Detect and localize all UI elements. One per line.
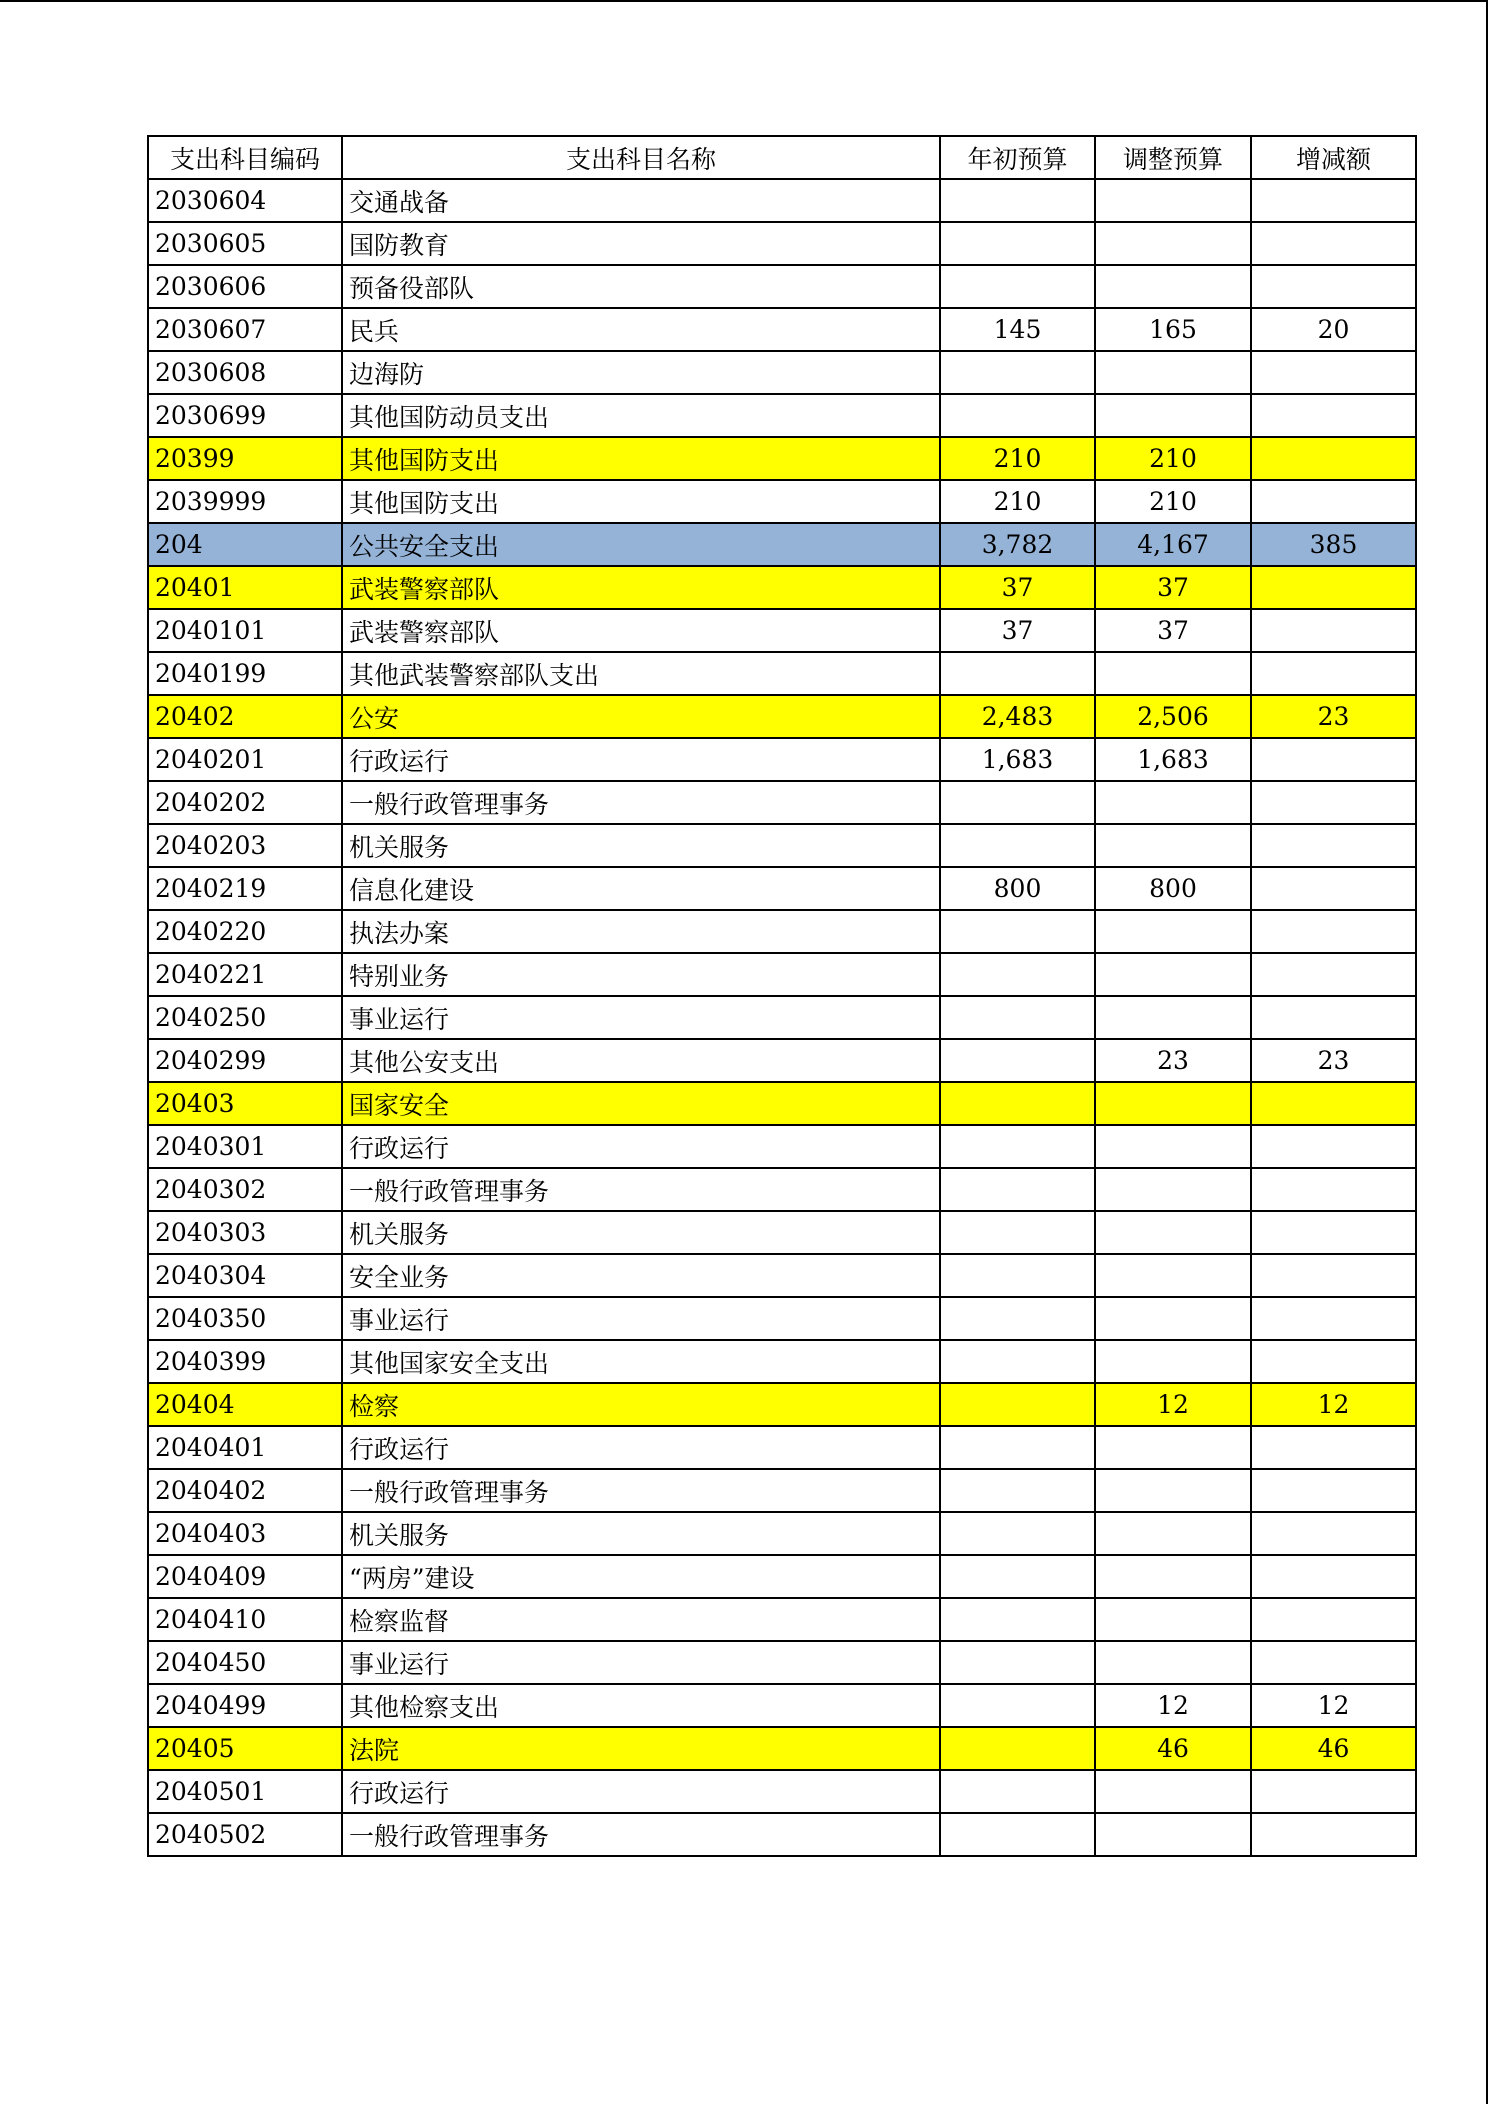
cell-adjusted-budget [1095,1770,1251,1813]
cell-adjusted-budget: 4,167 [1095,523,1251,566]
cell-code: 20401 [148,566,342,609]
cell-adjusted-budget [1095,1469,1251,1512]
cell-change-amount: 23 [1251,695,1416,738]
cell-change-amount [1251,1469,1416,1512]
table-row [148,1254,1416,1297]
cell-change-amount [1251,1813,1416,1856]
cell-name: 行政运行 [342,1426,940,1469]
table-row [148,609,1416,652]
cell-change-amount [1251,996,1416,1039]
cell-name: 机关服务 [342,824,940,867]
cell-initial-budget [940,1039,1095,1082]
cell-initial-budget [940,1684,1095,1727]
cell-change-amount [1251,394,1416,437]
cell-name: 其他国防动员支出 [342,394,940,437]
cell-code: 2040450 [148,1641,342,1684]
cell-initial-budget [940,1512,1095,1555]
cell-change-amount [1251,1211,1416,1254]
cell-change-amount [1251,953,1416,996]
cell-adjusted-budget: 210 [1095,437,1251,480]
cell-code: 2040302 [148,1168,342,1211]
cell-adjusted-budget: 165 [1095,308,1251,351]
cell-adjusted-budget [1095,1641,1251,1684]
cell-name: 检察 [342,1383,940,1426]
cell-name: 公安 [342,695,940,738]
cell-name: 公共安全支出 [342,523,940,566]
cell-code: 2040199 [148,652,342,695]
cell-adjusted-budget [1095,1512,1251,1555]
cell-initial-budget: 2,483 [940,695,1095,738]
table-row [148,1727,1416,1770]
table-row [148,1512,1416,1555]
cell-initial-budget: 37 [940,609,1095,652]
cell-name: 特别业务 [342,953,940,996]
cell-code: 2030699 [148,394,342,437]
cell-adjusted-budget [1095,953,1251,996]
cell-change-amount [1251,1770,1416,1813]
cell-adjusted-budget: 2,506 [1095,695,1251,738]
page-border-top [0,0,1488,2]
cell-change-amount: 20 [1251,308,1416,351]
cell-change-amount [1251,609,1416,652]
cell-change-amount [1251,1082,1416,1125]
cell-name: 其他检察支出 [342,1684,940,1727]
cell-change-amount: 12 [1251,1684,1416,1727]
cell-adjusted-budget [1095,1340,1251,1383]
cell-initial-budget: 210 [940,480,1095,523]
cell-code: 2039999 [148,480,342,523]
cell-initial-budget: 145 [940,308,1095,351]
cell-initial-budget [940,1770,1095,1813]
cell-adjusted-budget: 1,683 [1095,738,1251,781]
cell-code: 20403 [148,1082,342,1125]
cell-code: 2040401 [148,1426,342,1469]
cell-change-amount [1251,480,1416,523]
cell-name: 预备役部队 [342,265,940,308]
table-body [148,179,1416,1856]
cell-code: 2040250 [148,996,342,1039]
cell-name: 行政运行 [342,1770,940,1813]
header-adjusted-budget: 调整预算 [1095,136,1251,179]
cell-code: 2040220 [148,910,342,953]
cell-name: 其他武装警察部队支出 [342,652,940,695]
table-row [148,1555,1416,1598]
cell-name: 行政运行 [342,1125,940,1168]
cell-adjusted-budget: 37 [1095,566,1251,609]
cell-name: 一般行政管理事务 [342,1469,940,1512]
cell-change-amount: 12 [1251,1383,1416,1426]
cell-change-amount [1251,437,1416,480]
cell-initial-budget [940,351,1095,394]
cell-name: 其他国家安全支出 [342,1340,940,1383]
cell-change-amount [1251,824,1416,867]
cell-initial-budget [940,1340,1095,1383]
cell-initial-budget [940,1297,1095,1340]
cell-name: 武装警察部队 [342,609,940,652]
table-row [148,308,1416,351]
cell-initial-budget [940,1383,1095,1426]
cell-code: 2040299 [148,1039,342,1082]
cell-name: 执法办案 [342,910,940,953]
cell-code: 20399 [148,437,342,480]
cell-adjusted-budget [1095,1082,1251,1125]
cell-adjusted-budget: 37 [1095,609,1251,652]
cell-initial-budget [940,1727,1095,1770]
cell-initial-budget [940,1598,1095,1641]
cell-code: 2040410 [148,1598,342,1641]
cell-code: 2030607 [148,308,342,351]
cell-code: 2030604 [148,179,342,222]
cell-adjusted-budget [1095,824,1251,867]
cell-initial-budget: 210 [940,437,1095,480]
table-row [148,953,1416,996]
header-initial-budget: 年初预算 [940,136,1095,179]
cell-initial-budget: 1,683 [940,738,1095,781]
cell-adjusted-budget [1095,1168,1251,1211]
cell-adjusted-budget [1095,1813,1251,1856]
table-row [148,437,1416,480]
cell-name: 安全业务 [342,1254,940,1297]
cell-initial-budget [940,953,1095,996]
cell-initial-budget [940,222,1095,265]
cell-code: 2040501 [148,1770,342,1813]
cell-name: 一般行政管理事务 [342,1168,940,1211]
cell-initial-budget [940,1254,1095,1297]
cell-code: 2040403 [148,1512,342,1555]
cell-code: 2040499 [148,1684,342,1727]
table-row [148,179,1416,222]
cell-change-amount [1251,566,1416,609]
cell-code: 2030605 [148,222,342,265]
table-row [148,1125,1416,1168]
cell-code: 2040203 [148,824,342,867]
cell-code: 2040201 [148,738,342,781]
cell-name: 一般行政管理事务 [342,1813,940,1856]
cell-code: 20404 [148,1383,342,1426]
table-row [148,566,1416,609]
header-change-amount: 增减额 [1251,136,1416,179]
cell-initial-budget [940,996,1095,1039]
cell-adjusted-budget: 210 [1095,480,1251,523]
cell-initial-budget [940,1168,1095,1211]
budget-adjustment-table [147,135,1417,1857]
table-row [148,1340,1416,1383]
cell-change-amount [1251,867,1416,910]
table-row [148,1684,1416,1727]
table-row [148,652,1416,695]
cell-code: 2030608 [148,351,342,394]
cell-adjusted-budget [1095,1297,1251,1340]
cell-code: 2040402 [148,1469,342,1512]
cell-adjusted-budget: 46 [1095,1727,1251,1770]
cell-code: 20405 [148,1727,342,1770]
cell-name: 民兵 [342,308,940,351]
cell-initial-budget [940,1641,1095,1684]
cell-name: 事业运行 [342,996,940,1039]
cell-code: 2040399 [148,1340,342,1383]
cell-change-amount [1251,351,1416,394]
table-row [148,1770,1416,1813]
header-code: 支出科目编码 [148,136,342,179]
cell-adjusted-budget [1095,1555,1251,1598]
table-row [148,351,1416,394]
cell-change-amount [1251,738,1416,781]
cell-change-amount [1251,265,1416,308]
table-row [148,480,1416,523]
cell-adjusted-budget [1095,1598,1251,1641]
table-row [148,1082,1416,1125]
cell-adjusted-budget [1095,351,1251,394]
cell-name: 一般行政管理事务 [342,781,940,824]
cell-change-amount [1251,781,1416,824]
cell-initial-budget [940,394,1095,437]
cell-change-amount: 46 [1251,1727,1416,1770]
cell-code: 2040219 [148,867,342,910]
table-row [148,1383,1416,1426]
cell-adjusted-budget: 800 [1095,867,1251,910]
cell-name: 事业运行 [342,1641,940,1684]
cell-code: 2040303 [148,1211,342,1254]
cell-name: 其他国防支出 [342,480,940,523]
cell-change-amount [1251,652,1416,695]
cell-adjusted-budget: 12 [1095,1383,1251,1426]
cell-name: 其他国防支出 [342,437,940,480]
cell-change-amount [1251,222,1416,265]
table-row [148,996,1416,1039]
cell-change-amount: 385 [1251,523,1416,566]
table-row [148,1039,1416,1082]
cell-initial-budget [940,1211,1095,1254]
cell-adjusted-budget [1095,179,1251,222]
cell-code: 20402 [148,695,342,738]
cell-initial-budget [940,824,1095,867]
cell-initial-budget [940,1555,1095,1598]
cell-name: 其他公安支出 [342,1039,940,1082]
cell-name: 行政运行 [342,738,940,781]
table-row [148,1426,1416,1469]
cell-adjusted-budget: 23 [1095,1039,1251,1082]
cell-code: 2030606 [148,265,342,308]
cell-adjusted-budget [1095,996,1251,1039]
cell-change-amount [1251,1641,1416,1684]
cell-change-amount [1251,1512,1416,1555]
table-row [148,781,1416,824]
table-row [148,265,1416,308]
table-row [148,1168,1416,1211]
cell-adjusted-budget [1095,222,1251,265]
cell-initial-budget [940,1813,1095,1856]
cell-initial-budget [940,1426,1095,1469]
cell-initial-budget [940,1125,1095,1168]
cell-change-amount [1251,1254,1416,1297]
cell-change-amount [1251,1168,1416,1211]
cell-name: 国防教育 [342,222,940,265]
table-row [148,910,1416,953]
cell-adjusted-budget [1095,910,1251,953]
cell-adjusted-budget: 12 [1095,1684,1251,1727]
cell-code: 2040101 [148,609,342,652]
cell-adjusted-budget [1095,394,1251,437]
cell-initial-budget [940,179,1095,222]
cell-initial-budget: 37 [940,566,1095,609]
cell-code: 2040202 [148,781,342,824]
cell-initial-budget: 800 [940,867,1095,910]
table-row [148,1813,1416,1856]
cell-name: 国家安全 [342,1082,940,1125]
cell-change-amount [1251,1297,1416,1340]
cell-change-amount [1251,1555,1416,1598]
cell-initial-budget [940,1469,1095,1512]
cell-code: 2040409 [148,1555,342,1598]
cell-adjusted-budget [1095,265,1251,308]
cell-name: 边海防 [342,351,940,394]
table-row [148,695,1416,738]
cell-initial-budget [940,652,1095,695]
cell-change-amount [1251,1340,1416,1383]
cell-adjusted-budget [1095,1211,1251,1254]
cell-change-amount [1251,910,1416,953]
cell-initial-budget [940,265,1095,308]
cell-code: 2040502 [148,1813,342,1856]
table-row [148,1469,1416,1512]
cell-name: 事业运行 [342,1297,940,1340]
table-row [148,738,1416,781]
table-header-row [148,136,1416,179]
cell-adjusted-budget [1095,1254,1251,1297]
table-row [148,1641,1416,1684]
cell-name: 信息化建设 [342,867,940,910]
cell-adjusted-budget [1095,1125,1251,1168]
cell-adjusted-budget [1095,1426,1251,1469]
table-row [148,222,1416,265]
cell-name: 检察监督 [342,1598,940,1641]
cell-change-amount [1251,179,1416,222]
cell-name: 法院 [342,1727,940,1770]
table-row [148,824,1416,867]
cell-adjusted-budget [1095,781,1251,824]
cell-initial-budget [940,1082,1095,1125]
cell-initial-budget: 3,782 [940,523,1095,566]
cell-code: 2040350 [148,1297,342,1340]
cell-initial-budget [940,910,1095,953]
cell-code: 2040221 [148,953,342,996]
table-row [148,523,1416,566]
cell-name: “两房”建设 [342,1555,940,1598]
cell-change-amount [1251,1125,1416,1168]
cell-code: 204 [148,523,342,566]
table-row [148,1297,1416,1340]
cell-name: 武装警察部队 [342,566,940,609]
cell-name: 机关服务 [342,1211,940,1254]
table-row [148,1211,1416,1254]
table-row [148,1598,1416,1641]
cell-code: 2040304 [148,1254,342,1297]
cell-adjusted-budget [1095,652,1251,695]
cell-initial-budget [940,781,1095,824]
table-row [148,867,1416,910]
table-row [148,394,1416,437]
cell-name: 交通战备 [342,179,940,222]
cell-change-amount [1251,1598,1416,1641]
cell-code: 2040301 [148,1125,342,1168]
cell-change-amount: 23 [1251,1039,1416,1082]
cell-change-amount [1251,1426,1416,1469]
header-name: 支出科目名称 [342,136,940,179]
cell-name: 机关服务 [342,1512,940,1555]
